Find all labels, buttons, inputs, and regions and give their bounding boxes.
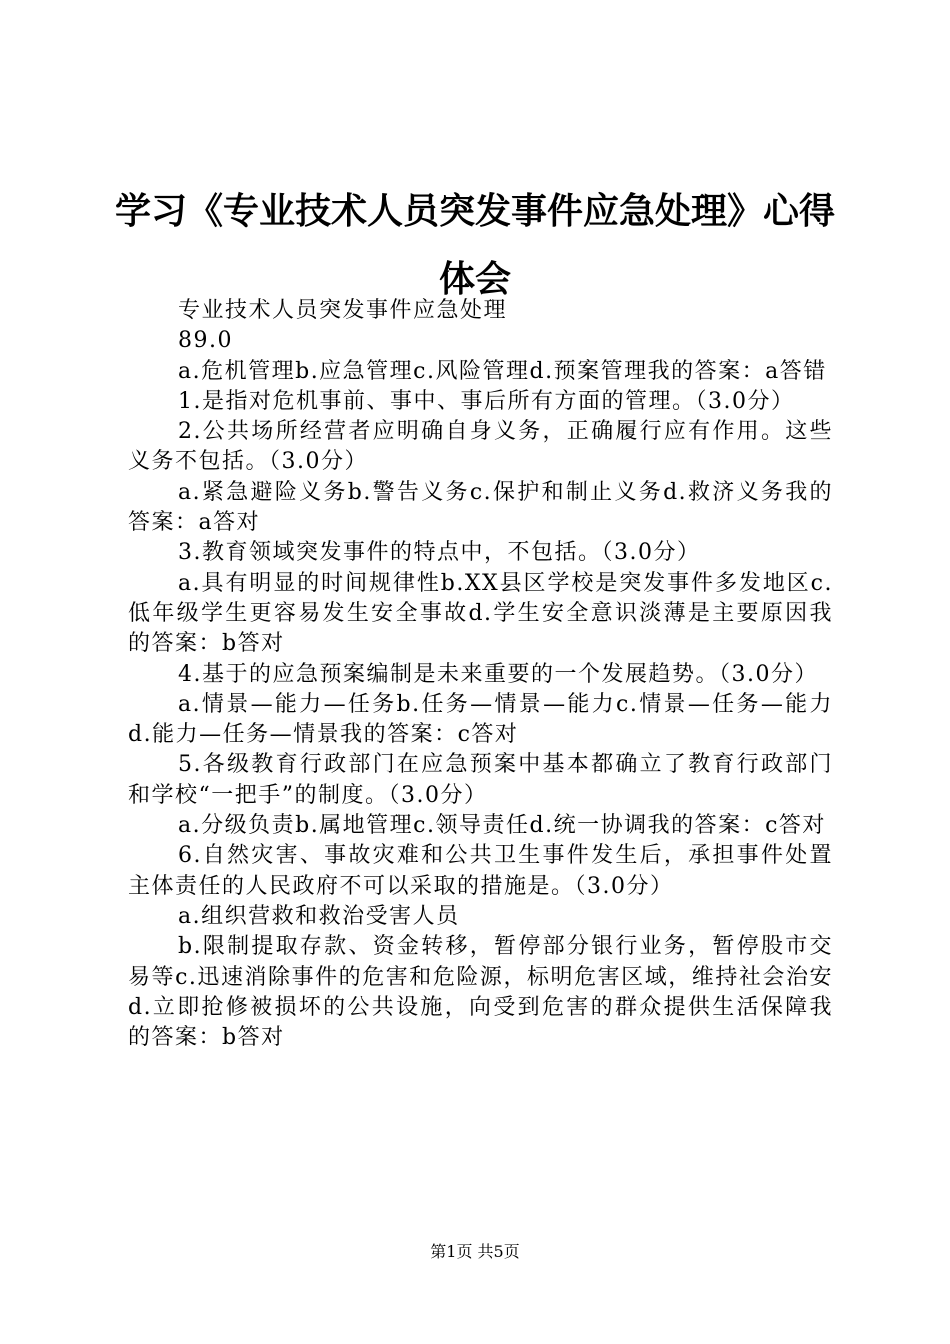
paragraph: 专业技术人员突发事件应急处理 <box>178 298 508 323</box>
page-footer: 第1页 共5页 <box>430 1242 520 1261</box>
paragraph: 3.教育领域突发事件的特点中，不包括。（3.0分） <box>178 540 701 566</box>
paragraph: 1.是指对危机事前、事中、事后所有方面的管理。（3.0分） <box>178 388 795 414</box>
document-body <box>128 296 833 1053</box>
document-title: 学习《专业技术人员突发事件应急处理》心得体会 <box>114 191 835 300</box>
paragraph: a.具有明显的时间规律性b.XX县区学校是突发事件多发地区c.低年级学生更容易发生安全事故d.学生安全意识淡薄是主要原因我的答案：b答对 <box>128 570 833 657</box>
paragraph: a.危机管理b.应急管理c.风险管理d.预案管理我的答案：a答错 <box>178 358 827 384</box>
paragraph: 6.自然灾害、事故灾难和公共卫生事件发生后，承担事件处置主体责任的人民政府不可以采取的措施是。（3.0分） <box>128 843 833 899</box>
paragraph: 89.0 <box>178 328 233 354</box>
paragraph: a.紧急避险义务b.警告义务c.保护和制止义务d.救济义务我的答案：a答对 <box>128 479 833 536</box>
paragraph: b.限制提取存款、资金转移，暂停部分银行业务，暂停股市交易等c.迅速消除事件的危害和危险源，标明危害区域，维持社会治安d.立即抢修被损坏的公共设施，向受到危害的群众提供生活保障我的答案：b答对 <box>128 934 833 1051</box>
paragraph: 2.公共场所经营者应明确自身义务，正确履行应有作用。这些义务不包括。（3.0分） <box>128 419 833 475</box>
paragraph: a.组织营救和救治受害人员 <box>178 903 460 929</box>
paragraph: a.情景—能力—任务b.任务—情景—能力c.情景—任务—能力d.能力—任务—情景我的答案：c答对 <box>128 691 833 748</box>
paragraph: 5.各级教育行政部门在应急预案中基本都确立了教育行政部门和学校“一把手”的制度。（3.0分） <box>128 752 833 808</box>
paragraph: a.分级负责b.属地管理c.领导责任d.统一协调我的答案：c答对 <box>178 813 826 839</box>
paragraph: 4.基于的应急预案编制是未来重要的一个发展趋势。（3.0分） <box>178 661 818 687</box>
